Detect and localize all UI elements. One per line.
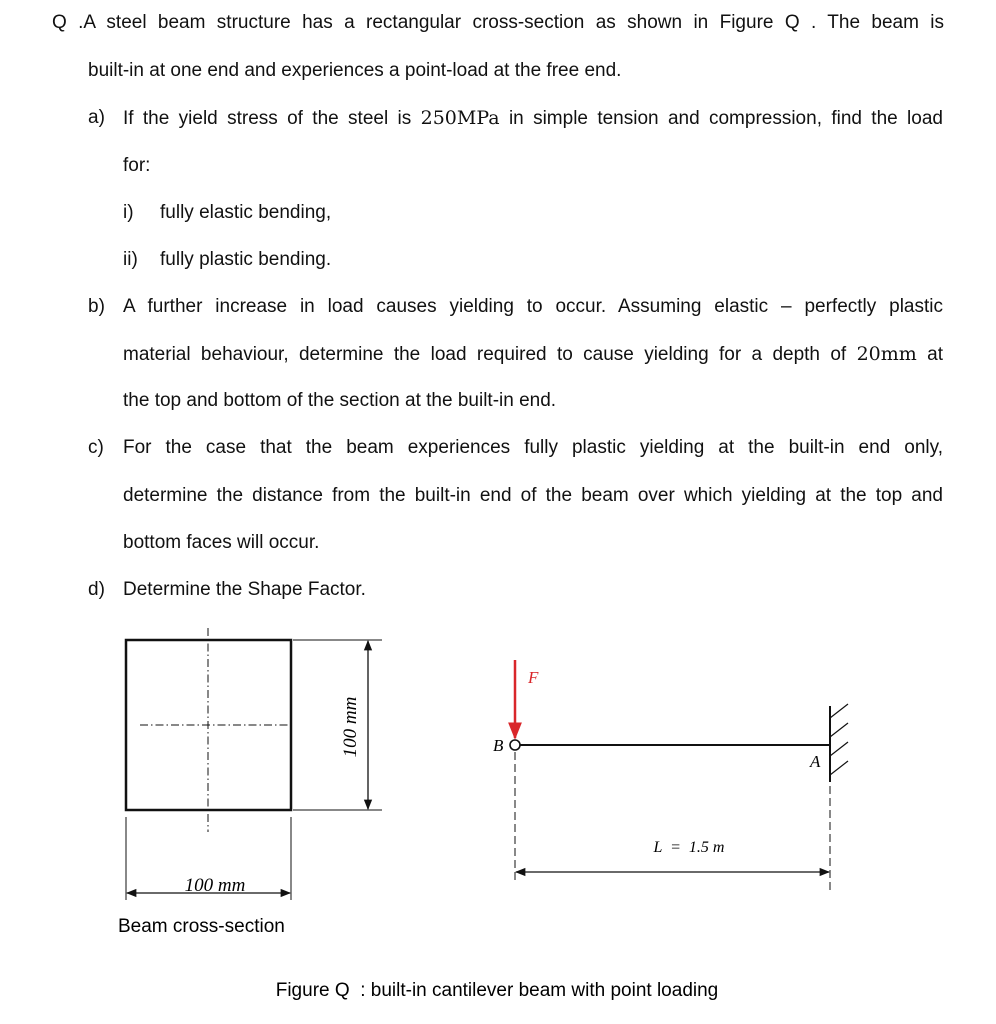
part-b-line-1: A further increase in load causes yielding to occur. Assuming elastic – perfectly plastic: [123, 296, 943, 317]
part-a-line-1: [123, 107, 943, 130]
part-d-text: Determine the Shape Factor.: [123, 579, 366, 600]
cantilever-diagram: [493, 660, 848, 890]
length-label: L = 1.5 m: [653, 839, 725, 856]
cross-section-diagram: [118, 628, 382, 937]
part-a-item-2-label: ii): [123, 249, 138, 270]
yield-stress-value: 250MPa: [420, 107, 500, 129]
part-a-item-1-label: i): [123, 202, 134, 223]
part-c-line-2: determine the distance from the built-in end of the beam over which yielding at the top and: [123, 485, 943, 506]
yield-depth-value: 20mm: [856, 343, 917, 365]
force-label: F: [528, 668, 539, 687]
part-b-label: b): [88, 296, 105, 317]
part-a-label: a): [88, 107, 105, 128]
part-c-line-1: For the case that the beam experiences fully plastic yielding at the built-in end only,: [123, 437, 943, 458]
part-b-line-2: [123, 343, 943, 366]
width-label: 100 mm: [184, 875, 246, 896]
part-a-text-pre: If the yield stress of the steel is: [123, 108, 421, 129]
part-a-line-2: for:: [123, 155, 151, 176]
fixed-end-label: A: [810, 752, 821, 771]
part-a-item-1-text: fully elastic bending,: [160, 202, 332, 223]
figure-q: [0, 610, 996, 1024]
part-b-line-3: the top and bottom of the section at the built-in end.: [123, 390, 557, 411]
part-c-line-3: bottom faces will occur.: [123, 532, 320, 553]
wall-hatch-4: [830, 761, 848, 775]
part-b-text-pre: material behaviour, determine the load required to cause yielding for a depth of: [123, 344, 857, 365]
height-label: 100 mm: [340, 696, 361, 758]
part-c-label: c): [88, 437, 104, 458]
part-d-label: d): [88, 579, 105, 600]
wall-hatch-2: [830, 723, 848, 737]
cross-section-caption: Beam cross-section: [118, 916, 285, 937]
question-line-1: Q .A steel beam structure has a rectangular cross-section as shown in Figure Q . The beam is: [52, 12, 944, 33]
question-line-2: built-in at one end and experiences a point-load at the free end.: [88, 60, 622, 81]
wall-hatch-1: [830, 704, 848, 718]
figure-caption: Figure Q : built-in cantilever beam with point loading: [275, 980, 719, 1001]
part-b-text-post: at: [916, 344, 944, 365]
part-a-text-post: in simple tension and compression, find the load: [499, 108, 943, 129]
part-a-item-2-text: fully plastic bending.: [160, 249, 332, 270]
free-end-label: B: [493, 736, 504, 755]
free-end-node: [510, 740, 520, 750]
wall-hatch-3: [830, 742, 848, 756]
